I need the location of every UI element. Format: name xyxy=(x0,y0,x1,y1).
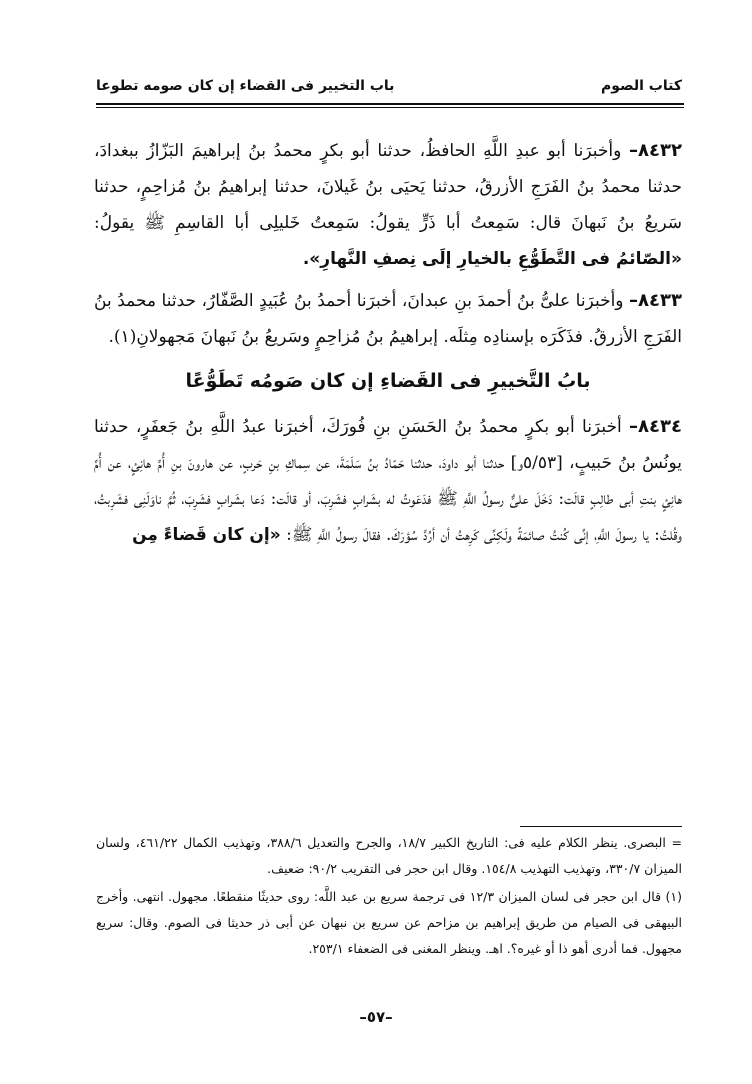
header-rule-thin xyxy=(96,107,684,108)
hadith-number: ٨٤٣٣– xyxy=(629,290,682,311)
section-heading: بابُ التَّخييرِ فى القَضاءِ إن كان صَومُه تَطَوُّعًا xyxy=(185,370,591,392)
paragraph-8434 xyxy=(94,409,682,553)
footnote-rule xyxy=(520,826,682,827)
main-text xyxy=(94,133,682,559)
page-number: –٥٧– xyxy=(359,1008,393,1026)
book-title: كتاب الصوم xyxy=(601,78,682,94)
hadith-number: ٨٤٣٤– xyxy=(629,416,682,437)
running-header xyxy=(96,74,682,104)
hadith-number: ٨٤٣٢– xyxy=(629,140,682,161)
paragraph-text: أخبرَنا أبو بكرٍ محمدُ بنُ الحَسَنِ بنِ فُورَكَ، أخبرَنا عبدُ اللَّهِ بنُ جَعفَرٍ، حدثنا يونُسُ بنُ حَبيبٍ، [٥/٥٣و] حدثنا أبو داودَ، حدثنا حَمّادُ بنُ سَلَمَةَ، عن سِماكِ بنِ حَربٍ، عن هارونَ بنِ أُمِّ هانِئٍ، عن أُمِّ هانِئٍ بنتِ أبى طالِبٍ قالَت: دَخَلَ علىٌّ رسولُ اللَّهِ ﷺ فدَعَوتُ له بشَرابٍ فشَرِبَ، أو قالَت: دَعا بشَرابٍ فشَرِبَ، ثُمَّ ناوَلَنِى فشَرِبتُ، وقُلتُ: يا رسولَ اللَّهِ، إنِّى كُنتُ صائمَةً ولَكِنِّى كَرِهتُ أن أرُدَّ سُؤرَكَ. فقالَ رسولُ اللَّهِ ﷺ: xyxy=(94,417,683,545)
hadith-quote: «الصّائمُ فى التَّطَوُّعِ بالخيارِ إلَى نِصفِ النَّهارِ». xyxy=(302,249,682,269)
header-rule xyxy=(96,103,684,105)
paragraph-text: وأخبرَنا أبو عبدِ اللَّهِ الحافظُ، حدثنا أبو بكرٍ محمدُ بنُ إبراهيمَ البَزّازُ ببغدادَ، حدثنا محمدُ بنُ الفَرَجِ الأزرقُ، حدثنا يَحيَى بنُ غَيلانَ، حدثنا إبراهيمُ بنُ مُزاحِمٍ، حدثنا سَريعُ بنُ نَبهانَ قال: سَمِعتُ أبا ذَرٍّ يقولُ: سَمِعتُ خَليلِى أبا القاسِمِ ﷺ يقولُ: xyxy=(94,141,683,233)
paragraph-text: وأخبرَنا علىُّ بنُ أحمدَ بنِ عبدانَ، أخبرَنا أحمدُ بنُ عُبَيدٍ الصَّفّارُ، حدثنا محمدُ بنُ الفَرَجِ الأزرقُ. فذَكَرَه بإسنادِه مِثلَه. إبراهيمُ بنُ مُزاحِمٍ وسَريعُ بنُ نَبهانَ مَجهولانِ(١). xyxy=(94,291,682,347)
paragraph-8432 xyxy=(94,133,682,277)
footnotes xyxy=(96,830,682,964)
paragraph-8433 xyxy=(94,283,682,355)
hadith-quote: «إن كان قَضاءً مِن xyxy=(132,525,281,545)
chapter-title: باب التخيير فى القضاء إن كان صومه تطوعا xyxy=(96,78,395,94)
footnote-1: (١) قال ابن حجر فى لسان الميزان ١٢/٣ فى ترجمة سريع بن عبد اللَّه: روى حديثًا منقطعًا. مجهول. انتهى. وأخرج البيهقى فى الصيام من طريق إبراهيم بن مزاحم عن سريع بن نبهان عن أبى ذر حديثا فى الصوم. وقال: سريع مجهول. فما أدرى أهو ذا أو غيره؟. اهـ. وينظر المغنى فى الضعفاء ٢٥٣/١. xyxy=(96,889,682,956)
footnote-continuation: = البصرى. ينظر الكلام عليه فى: التاريخ الكبير ١٨/٧، والجرح والتعديل ٣٨٨/٦، وتهذيب الكمال ٤٦١/٢٢، ولسان الميزان ٣٣٠/٧، وتهذيب التهذيب ١٥٤/٨. وقال ابن حجر فى التقريب ٩٠/٢: ضعيف. xyxy=(96,835,682,876)
